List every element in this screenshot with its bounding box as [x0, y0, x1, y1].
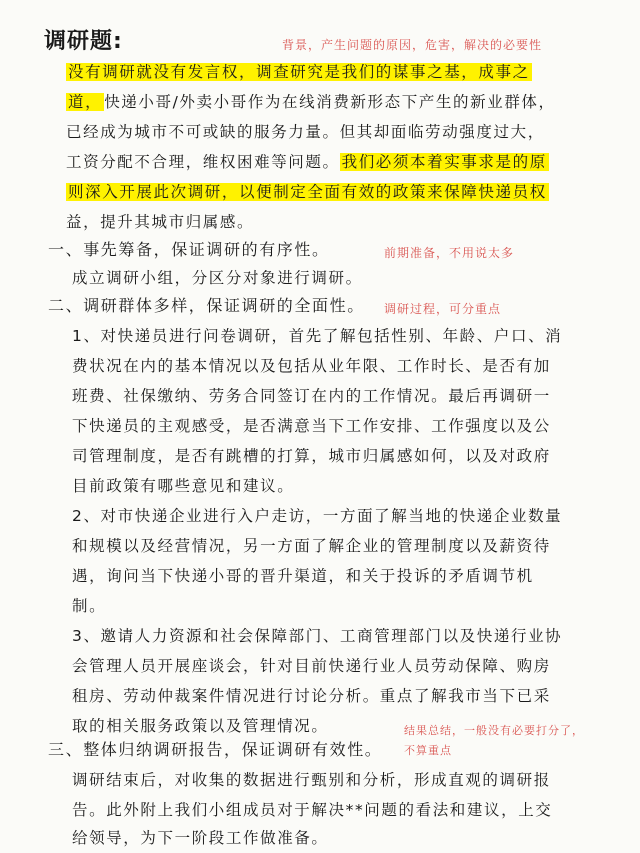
intro-text-2: 快递小哥/外卖小哥作为在线消费新形态下产生的新业群体， [104, 93, 556, 111]
intro-line-6: 益，提升其城市归属感。 [66, 213, 255, 231]
intro-line-2 [66, 90, 556, 114]
s2-p1-line: 目前政策有哪些意见和建议。 [72, 477, 295, 495]
process-annotation: 调研过程，可分重点 [384, 302, 502, 316]
intro-highlight-5: 则深入开展此次调研，以便制定全面有效的政策来保障快递员权 [68, 183, 547, 201]
s2-p1-line: 费状况在内的基本情况以及包括从业年限、工作时长、是否有加 [72, 357, 551, 375]
s2-p3-line: 取的相关服务政策以及管理情况。 [72, 717, 329, 735]
intro-line-3: 已经成为城市不可或缺的服务力量。但其却面临劳动强度过大， [66, 123, 545, 141]
section-2-heading: 二、调研群体多样，保证调研的全面性。 [48, 296, 365, 315]
s2-p2-line: 2、对市快递企业进行入户走访，一方面了解当地的快递企业数量 [72, 507, 563, 525]
intro-highlight-4: 我们必须本着实事求是的原 [341, 153, 547, 171]
intro-text-4: 工资分配不合理，维权困难等问题。 [66, 153, 340, 171]
intro-line-5 [66, 180, 549, 204]
s3-line: 告。此外附上我们小组成员对于解决**问题的看法和建议，上交 [72, 801, 553, 819]
s3-line: 调研结束后，对收集的数据进行甄别和分析，形成直观的调研报 [72, 771, 551, 789]
background-annotation: 背景，产生问题的原因，危害，解决的必要性 [282, 38, 543, 52]
summary-annotation-2: 不算重点 [404, 744, 452, 757]
section-1-line: 成立调研小组，分区分对象进行调研。 [72, 269, 363, 287]
section-1-heading: 一、事先筹备，保证调研的有序性。 [48, 240, 330, 259]
s2-p3-line: 会管理人员开展座谈会，针对目前快递行业人员劳动保障、购房 [72, 657, 551, 675]
prep-annotation: 前期准备，不用说太多 [384, 246, 515, 260]
s3-line: 给领导，为下一阶段工作做准备。 [72, 829, 329, 847]
s2-p2-line: 制。 [72, 597, 107, 615]
summary-annotation-1: 结果总结，一般没有必要打分了， [404, 724, 584, 737]
s2-p1-line: 班费、社保缴纳、劳务合同签订在内的工作情况。最后再调研一 [72, 387, 551, 405]
s2-p3-line: 租房、劳动仲裁案件情况进行讨论分析。重点了解我市当下已采 [72, 687, 551, 705]
s2-p3-line: 3、邀请人力资源和社会保障部门、工商管理部门以及快递行业协 [72, 627, 563, 645]
s2-p1-line: 下快递员的主观感受，是否满意当下工作安排、工作强度以及公 [72, 417, 551, 435]
page-title: 调研题: [44, 29, 123, 54]
section-3-heading: 三、整体归纳调研报告，保证调研有效性。 [48, 740, 383, 759]
s2-p2-line: 和规模以及经营情况，另一方面了解企业的管理制度以及薪资待 [72, 537, 551, 555]
intro-line-1 [66, 60, 532, 84]
intro-highlight-2: 道， [68, 93, 103, 111]
s2-p1-line: 1、对快递员进行问卷调研，首先了解包括性别、年龄、户口、消 [72, 327, 563, 345]
intro-highlight-1: 没有调研就没有发言权，调查研究是我们的谋事之基，成事之 [68, 63, 530, 81]
s2-p1-line: 司管理制度，是否有跳槽的打算，城市归属感如何，以及对政府 [72, 447, 551, 465]
intro-line-4 [66, 150, 549, 174]
s2-p2-line: 遇，询问当下快递小哥的晋升渠道，和关于投诉的矛盾调节机 [72, 567, 534, 585]
